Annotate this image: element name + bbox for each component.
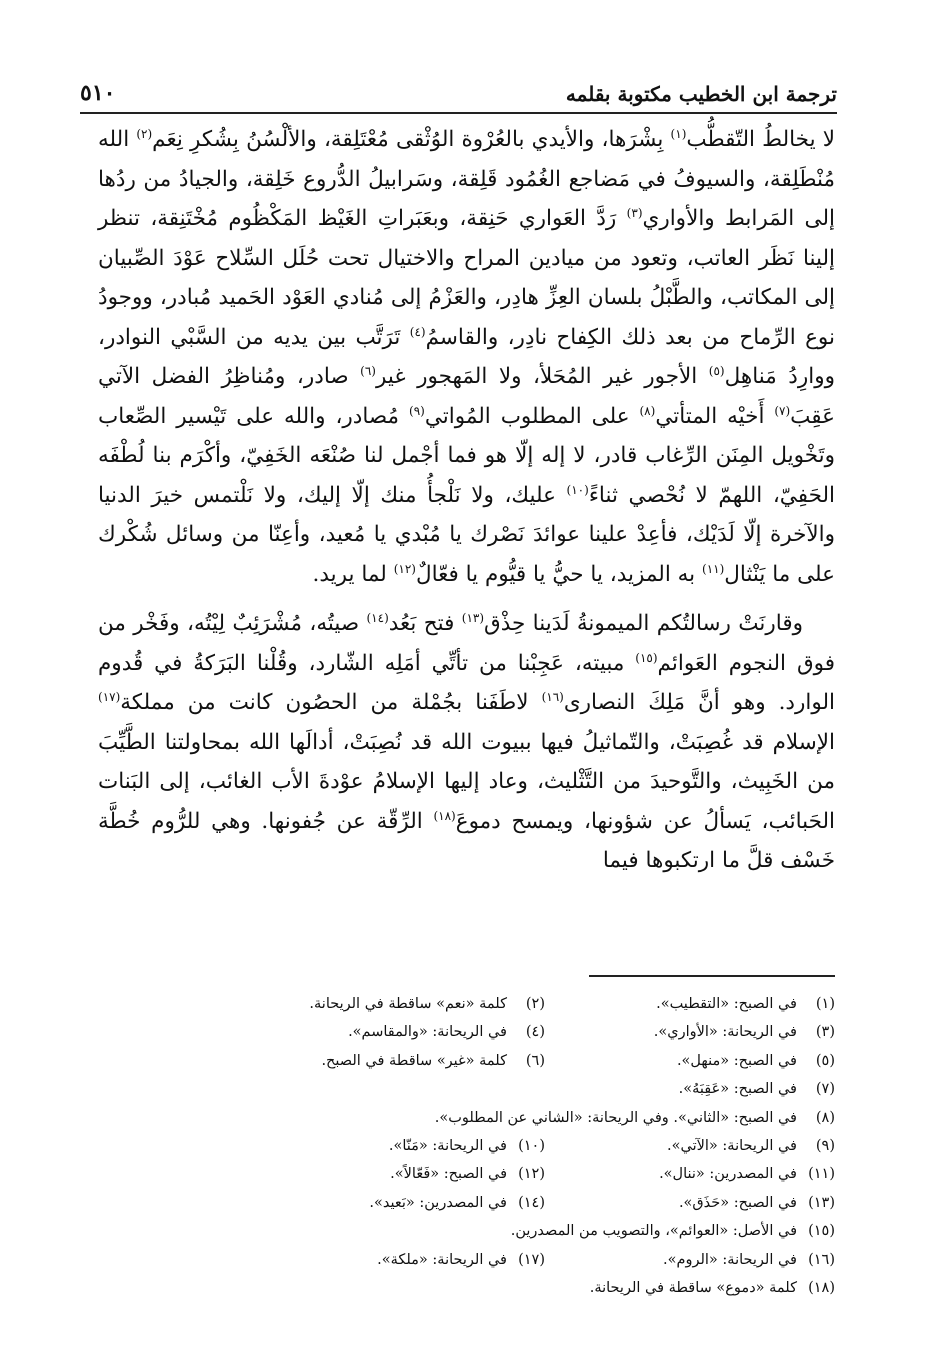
footnote bbox=[255, 1047, 545, 1075]
footnote bbox=[100, 1075, 835, 1103]
text-run: الإسلام قد غُصِبَتْ، والتّماثيلُ فيها ببيوت الله قد نُصِبَتْ، أدالَها الله بمحاولتنا الطَّيِّبَ من الخَبِيث، والتَّوحيدَ من التَّثْليث، وعاد إليها الإسلامُ عوْدةَ الأب الغائب، إلى البَنات الحَبائب، يَسألُ عن شؤونها، ويمسح دموعَ bbox=[98, 729, 836, 834]
text-run: لما يريد. bbox=[312, 561, 394, 587]
footnote-row bbox=[100, 1246, 835, 1274]
footnote-reference: (٩) bbox=[409, 403, 425, 418]
text-run: بِشْرَها، والأيدي بالعُرْوة الوُثْقى مُعْتَلِقة، والألْسُنُ بِشُكرِ نِعَم bbox=[152, 127, 671, 152]
text-run: مبيته، عَجِبْنا من تأتِّي أمَلِه الشّارد، وقُلْنا البَرَكةُ في قُدوم الوارد. وهو أنَّ مَلِكَ النصارى bbox=[98, 650, 835, 715]
footnote-reference: (١٦) bbox=[541, 689, 564, 704]
footnote-text: في المصدرين: «بَعيد». bbox=[369, 1194, 507, 1211]
footnote-text: كلمة «نعم» ساقطة في الريحانة. bbox=[309, 996, 507, 1012]
footnote-row bbox=[100, 1160, 835, 1188]
page-header bbox=[80, 66, 837, 114]
footnote-number: (٤) bbox=[525, 1024, 545, 1041]
footnote-text: كلمة «دموع» ساقطة في الريحانة. bbox=[589, 1279, 797, 1296]
footnote bbox=[100, 1104, 835, 1132]
body-paragraph bbox=[98, 604, 835, 881]
text-run: أَخيْه المتأتي bbox=[655, 403, 775, 429]
footnote-row bbox=[100, 990, 835, 1018]
footnote-row bbox=[100, 1274, 835, 1302]
footnote-reference: (١١) bbox=[702, 561, 725, 576]
text-run: وقارنَتْ رسالتُكم الميمونةُ لَدَينا حِذْق bbox=[484, 611, 803, 636]
footnote bbox=[545, 1047, 835, 1075]
footnote-text: في الريحانة: «الروم». bbox=[663, 1251, 797, 1268]
footnote-number: (١٢) bbox=[518, 1166, 545, 1183]
text-run: صيتُه، مُشْرَئِبٌ لِيْتُه، وفَخْر من فوق النجوم العَوائم bbox=[98, 611, 836, 676]
text-run: الرِّقّة عن جُفونها. وهي للرُّوم خُطَّة خَسْف قلَّ ما ارتكبوها فيما bbox=[98, 808, 835, 873]
footnote bbox=[100, 1274, 835, 1302]
footnote-row bbox=[100, 1075, 835, 1103]
footnote bbox=[545, 1160, 835, 1188]
footnote-reference: (٤) bbox=[409, 324, 426, 339]
footnote-number: (١٣) bbox=[808, 1194, 835, 1211]
text-run: لاطَفَنا بجُمْلة من الحصُون كانت من مملكة bbox=[120, 690, 542, 715]
footnote-divider bbox=[589, 975, 835, 977]
footnote bbox=[255, 1246, 545, 1274]
footnote-row bbox=[100, 1018, 835, 1046]
footnote-number: (١٦) bbox=[808, 1251, 835, 1268]
footnote-reference: (١٥) bbox=[635, 650, 658, 665]
footnote-text: في الريحانة: «ملكة». bbox=[377, 1251, 507, 1268]
footnote bbox=[255, 990, 545, 1018]
main-text bbox=[98, 120, 835, 881]
text-run: مُصادر، والله على تَيْسير الصِّعاب وتَخْويل المِنَن الرِّغاب قادر، لا إله إلّا هو فما أجْمل لنا صُنْعَه الخَفِيّ، وأكْرَم بنا لُطْفَه الحَفِيّ، اللهمّ لا نُحْصي ثناءً bbox=[98, 403, 835, 508]
page-number: ٥١٠ bbox=[80, 80, 116, 106]
footnote bbox=[545, 1246, 835, 1274]
text-run: تَرَتَّب بين يديه من السَّبْي النوادر، ووارِدُ مَناهِل bbox=[98, 324, 835, 389]
footnote-text: في الريحانة: «والمقاسم». bbox=[348, 1024, 507, 1041]
footnote-number: (٦) bbox=[525, 1052, 545, 1069]
text-run: فتح بَعُد bbox=[388, 611, 462, 636]
footnote-number: (١٤) bbox=[518, 1194, 545, 1211]
footnote-reference: (١٢) bbox=[393, 561, 416, 576]
footnote bbox=[255, 1189, 545, 1217]
footnote-reference: (١٣) bbox=[461, 610, 485, 625]
footnote-number: (١١) bbox=[808, 1166, 835, 1183]
body-paragraph bbox=[98, 120, 835, 594]
footnote-reference: (١) bbox=[670, 126, 687, 141]
footnote-number: (١٠) bbox=[518, 1137, 545, 1154]
footnote-number: (٣) bbox=[815, 1024, 835, 1041]
footnote-reference: (٥) bbox=[708, 363, 725, 378]
footnote-text: في الأصل: «العوائم»، والتصويب من المصدرين. bbox=[510, 1223, 797, 1240]
text-run: الأجور غير المُحَلأ، ولا المَهجور غير bbox=[375, 364, 709, 389]
footnote-reference: (٧) bbox=[774, 403, 791, 418]
footnote bbox=[255, 1018, 545, 1046]
footnote-number: (٢) bbox=[525, 996, 545, 1012]
footnote-reference: (١٨) bbox=[433, 808, 456, 823]
text-run: رَدَّ العَواري حَنِقة، وبعَبَراتِ الغَيْظ المَكْظُوم مُخْتَنِقة، تنظر إلينا نَظَر العاتب، وتعود من ميادين المراح والاختيال تحت حُلَل السِّلاح عَوْدَ الصِّبيان إلى المكاتب، والطَّبْلُ بلسان العِزِّ هادِر، والعَزْمُ إلى مُنادي العَوْد الحَميد مُبادر، ووجودُ نوع الرِّماح من بعد ذلك الكِفاح نادِر، والقاسمُ bbox=[98, 206, 835, 350]
footnote-text: في الصبح: «الثاني». وفي الريحانة: «الشاني عن المطلوب». bbox=[434, 1109, 797, 1126]
footnote-reference: (١٠) bbox=[566, 482, 589, 497]
footnote-number: (٨) bbox=[815, 1109, 835, 1126]
footnote-number: (١٧) bbox=[518, 1251, 545, 1268]
footnote-text: في الريحانة: «الأواري». bbox=[653, 1024, 797, 1041]
footnote-text: في المصدرين: «ننال». bbox=[659, 1166, 797, 1183]
footnote-reference: (٣) bbox=[626, 205, 643, 220]
text-run: الله مُنْطَلِقة، والسيوفُ في مَضاجع الغُمُود قَلِقة، وسَرابيلُ الدُّروع خَلِقة، والجيادُ من ردُها إلى المَرابط والأواري bbox=[98, 127, 835, 231]
footnote-row bbox=[100, 1217, 835, 1245]
footnote-text: كلمة «غير» ساقطة في الصبح. bbox=[321, 1052, 507, 1069]
footnote-row bbox=[100, 1047, 835, 1075]
footnote-text: في الريحانة: «الآتي». bbox=[667, 1137, 797, 1154]
footnote-row bbox=[100, 1132, 835, 1160]
footnotes bbox=[100, 990, 835, 1302]
footnote-text: في الصبح: «حَذَق». bbox=[678, 1194, 797, 1211]
footnote-reference: (٢) bbox=[136, 126, 153, 141]
footnote bbox=[545, 1132, 835, 1160]
footnote-reference: (١٧) bbox=[98, 689, 121, 704]
footnote bbox=[545, 990, 835, 1018]
footnote-text: في الصبح: «منهل». bbox=[676, 1052, 797, 1069]
footnote-text: في الصبح: «التقطيب». bbox=[656, 996, 797, 1012]
text-run: على المطلوب المُواتي bbox=[424, 403, 640, 429]
footnote-number: (١٥) bbox=[808, 1223, 835, 1240]
footnote-number: (٧) bbox=[815, 1081, 835, 1098]
footnote-row bbox=[100, 1189, 835, 1217]
text-run: به المزيد، يا حيُّ يا قيُّوم يا فعّالٌ bbox=[415, 561, 702, 587]
footnote-number: (٥) bbox=[815, 1052, 835, 1069]
footnote bbox=[255, 1132, 545, 1160]
footnote-number: (٩) bbox=[815, 1137, 835, 1154]
footnote-text: في الصبح: «فَعّالاً». bbox=[390, 1166, 507, 1183]
footnote-reference: (٦) bbox=[360, 363, 376, 378]
footnote bbox=[255, 1160, 545, 1188]
footnote bbox=[545, 1189, 835, 1217]
footnote-reference: (١٤) bbox=[366, 610, 389, 625]
text-run: عليك، ولا نَلْجأُ منك إلّا إليك، ولا نَلْتمس خيرَ الدنيا والآخرة إلّا لَدَيْك، فأعِدْ علينا عوائدَ نَصْرك يا مُبْدي يا مُعيد، وأعِنّا من وسائل شُكْرك على ما يَنْثال bbox=[98, 482, 835, 587]
text-run: لا يخالطُ التّقطُّب bbox=[686, 127, 835, 152]
footnote-number: (١) bbox=[815, 996, 835, 1012]
running-title: ترجمة ابن الخطيب مكتوبة بقلمه bbox=[565, 82, 837, 106]
footnote bbox=[545, 1018, 835, 1046]
footnote-text: في الريحانة: «مَنّا». bbox=[388, 1137, 507, 1154]
footnote bbox=[100, 1217, 835, 1245]
text-run: صادر، ومُناظِرُ الفضل الآتي عَقِبَ bbox=[98, 364, 835, 429]
footnote-row bbox=[100, 1104, 835, 1132]
footnote-text: في الصبح: «عَقِبَهُ». bbox=[678, 1081, 797, 1098]
footnote-reference: (٨) bbox=[639, 403, 656, 418]
footnote-number: (١٨) bbox=[808, 1279, 835, 1296]
